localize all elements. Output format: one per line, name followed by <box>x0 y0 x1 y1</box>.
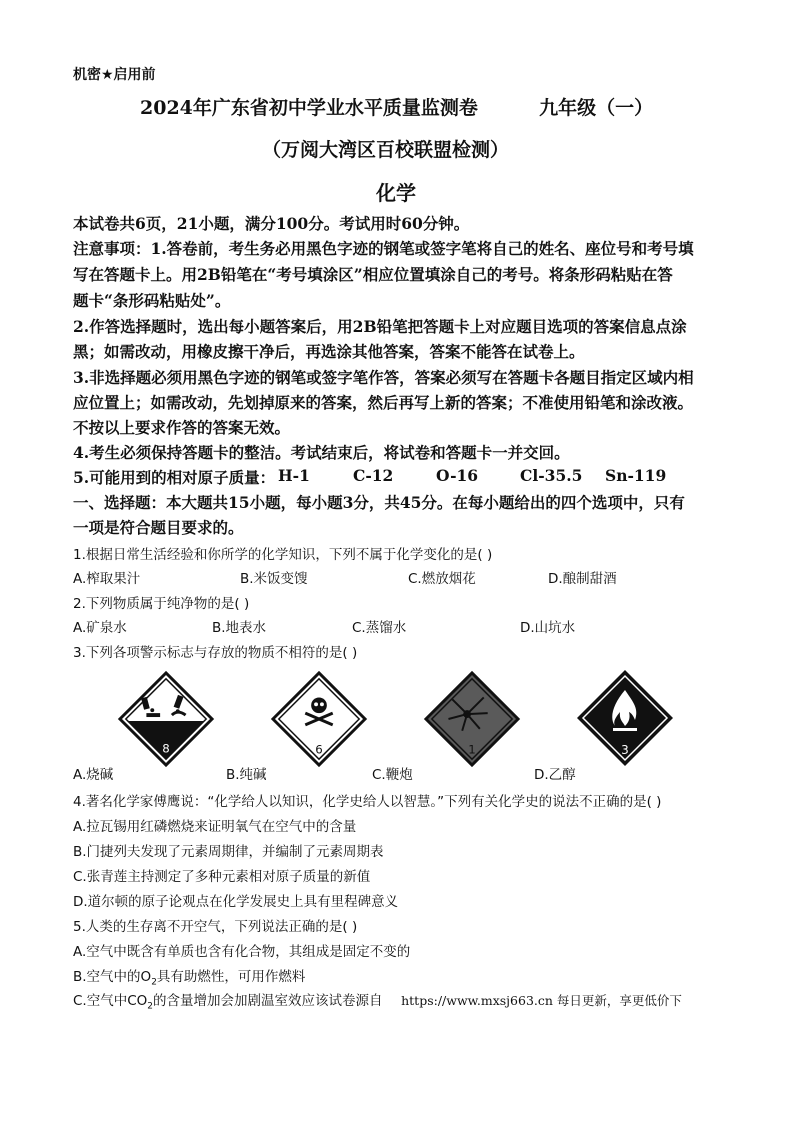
section1-heading-b: 一项是符合题目要求的。 <box>73 518 244 537</box>
q1-option-b: B.米饭变馊 <box>240 571 308 587</box>
q1-option-c: C.燃放烟花 <box>408 571 476 587</box>
q3-option-c: C.鞭炮 <box>372 767 413 783</box>
q5-option-c <box>73 989 682 1012</box>
q5-option-b <box>73 965 305 988</box>
q4-option-d: D.道尔顿的原子论观点在化学发展史上具有里程碑意义 <box>73 894 399 910</box>
note-3a: 3.非选择题必须用黑色字迹的钢笔或签字笔作答，答案必须写在答题卡各题目指定区域内相 <box>73 368 694 387</box>
exam-subtitle: （万阅大湾区百校联盟检测） <box>262 139 510 161</box>
q2-option-d: D.山坑水 <box>520 620 576 636</box>
q4-stem: 4.著名化学家傅鹰说：“化学给人以知识，化学史给人以智慧。”下列有关化学史的说法不正确的是( ) <box>73 794 662 810</box>
q4-option-b: B.门捷列夫发现了元素周期律，并编制了元素周期表 <box>73 844 384 860</box>
note-2a: 2.作答选择题时，选出每小题答案后，用2B铅笔把答题卡上对应题目选项的答案信息点涂 <box>73 317 687 336</box>
confidential-label: 机密★启用前 <box>73 67 156 83</box>
atomic-mass-c: C-12 <box>353 466 394 485</box>
note-1a: 注意事项：1.答卷前，考生务必用黑色字迹的钢笔或签字笔将自己的姓名、座位号和考号填 <box>73 239 694 258</box>
sign-d-number: 3 <box>621 743 629 757</box>
q3-option-d: D.乙醇 <box>534 767 576 783</box>
title-grade: 九年级（一） <box>539 97 654 119</box>
title-main: 2024年广东省初中学业水平质量监测卷 <box>140 97 478 119</box>
q3-stem: 3.下列各项警示标志与存放的物质不相符的是( ) <box>73 645 358 661</box>
atomic-mass-o: O-16 <box>436 466 479 485</box>
subject-title: 化学 <box>376 181 416 205</box>
q3-option-a: A.烧碱 <box>73 767 114 783</box>
q5-option-b-pre: B.空气中的O <box>73 969 152 985</box>
note-3b: 应位置上；如需改动，先划掉原来的答案，然后再写上新的答案；不准使用铅笔和涂改液。 <box>73 393 694 412</box>
q4-option-c: C.张青莲主持测定了多种元素相对原子质量的新值 <box>73 869 371 885</box>
q2-option-c: C.蒸馏水 <box>352 620 407 636</box>
section1-heading-a: 一、选择题：本大题共15小题，每小题3分，共45分。在每小题给出的四个选项中，只有 <box>73 493 685 512</box>
corrosive-sign-icon <box>117 670 215 768</box>
intro-text: 本试卷共6页，21小题，满分100分。考试用时60分钟。 <box>73 214 470 233</box>
atomic-mass-label: 5.可能用到的相对原子质量： <box>73 468 276 487</box>
q1-option-a: A.榨取果汁 <box>73 571 141 587</box>
atomic-mass-h: H-1 <box>278 466 310 485</box>
atomic-mass-sn: Sn-119 <box>605 466 667 485</box>
q3-option-b: B.纯碱 <box>226 767 267 783</box>
q5-stem: 5.人类的生存离不开空气，下列说法正确的是( ) <box>73 919 358 935</box>
watermark-url[interactable]: https://www.mxsj663.cn 每日更新，享更低价下 <box>401 993 682 1008</box>
q5-option-a: A.空气中既含有单质也含有化合物，其组成是固定不变的 <box>73 944 411 960</box>
note-4: 4.考生必须保持答题卡的整洁。考试结束后，将试卷和答题卡一并交回。 <box>73 443 570 462</box>
q2-stem: 2.下列物质属于纯净物的是( ) <box>73 596 250 612</box>
q5-option-c-pre: C.空气中CO <box>73 993 148 1009</box>
q4-option-a: A.拉瓦锡用红磷燃烧来证明氧气在空气中的含量 <box>73 819 357 835</box>
note-3c: 不按以上要求作答的答案无效。 <box>73 418 291 437</box>
sign-c-number: 1 <box>468 742 476 757</box>
sign-a-number: 8 <box>162 741 170 756</box>
q5-option-b-post: 具有助燃性，可用作燃料 <box>156 969 306 985</box>
atomic-mass-cl: Cl-35.5 <box>520 466 583 485</box>
note-1b: 写在答题卡上。用2B铅笔在“考号填涂区”相应位置填涂自己的考号。将条形码粘贴在答 <box>73 265 673 284</box>
note-1c: 题卡“条形码粘贴处”。 <box>73 291 231 310</box>
q1-stem: 1.根据日常生活经验和你所学的化学知识，下列不属于化学变化的是( ) <box>73 547 493 563</box>
q1-option-d: D.酿制甜酒 <box>548 571 617 587</box>
q2-option-b: B.地表水 <box>212 620 267 636</box>
flammable-sign-icon <box>575 668 675 768</box>
q5-option-c-sub: 2 <box>147 1001 154 1012</box>
sign-b-number: 6 <box>315 742 323 757</box>
toxic-sign-icon <box>270 670 368 768</box>
q5-option-b-sub: 2 <box>151 977 157 988</box>
q2-option-a: A.矿泉水 <box>73 620 127 636</box>
explosive-sign-icon <box>423 670 521 768</box>
exam-title <box>140 93 653 120</box>
note-2b: 黑；如需改动，用橡皮擦干净后，再选涂其他答案，答案不能答在试卷上。 <box>73 342 585 361</box>
atomic-mass-line <box>73 466 713 488</box>
q5-option-c-post: 的含量增加会加剧温室效应该试卷源自 <box>153 993 383 1009</box>
